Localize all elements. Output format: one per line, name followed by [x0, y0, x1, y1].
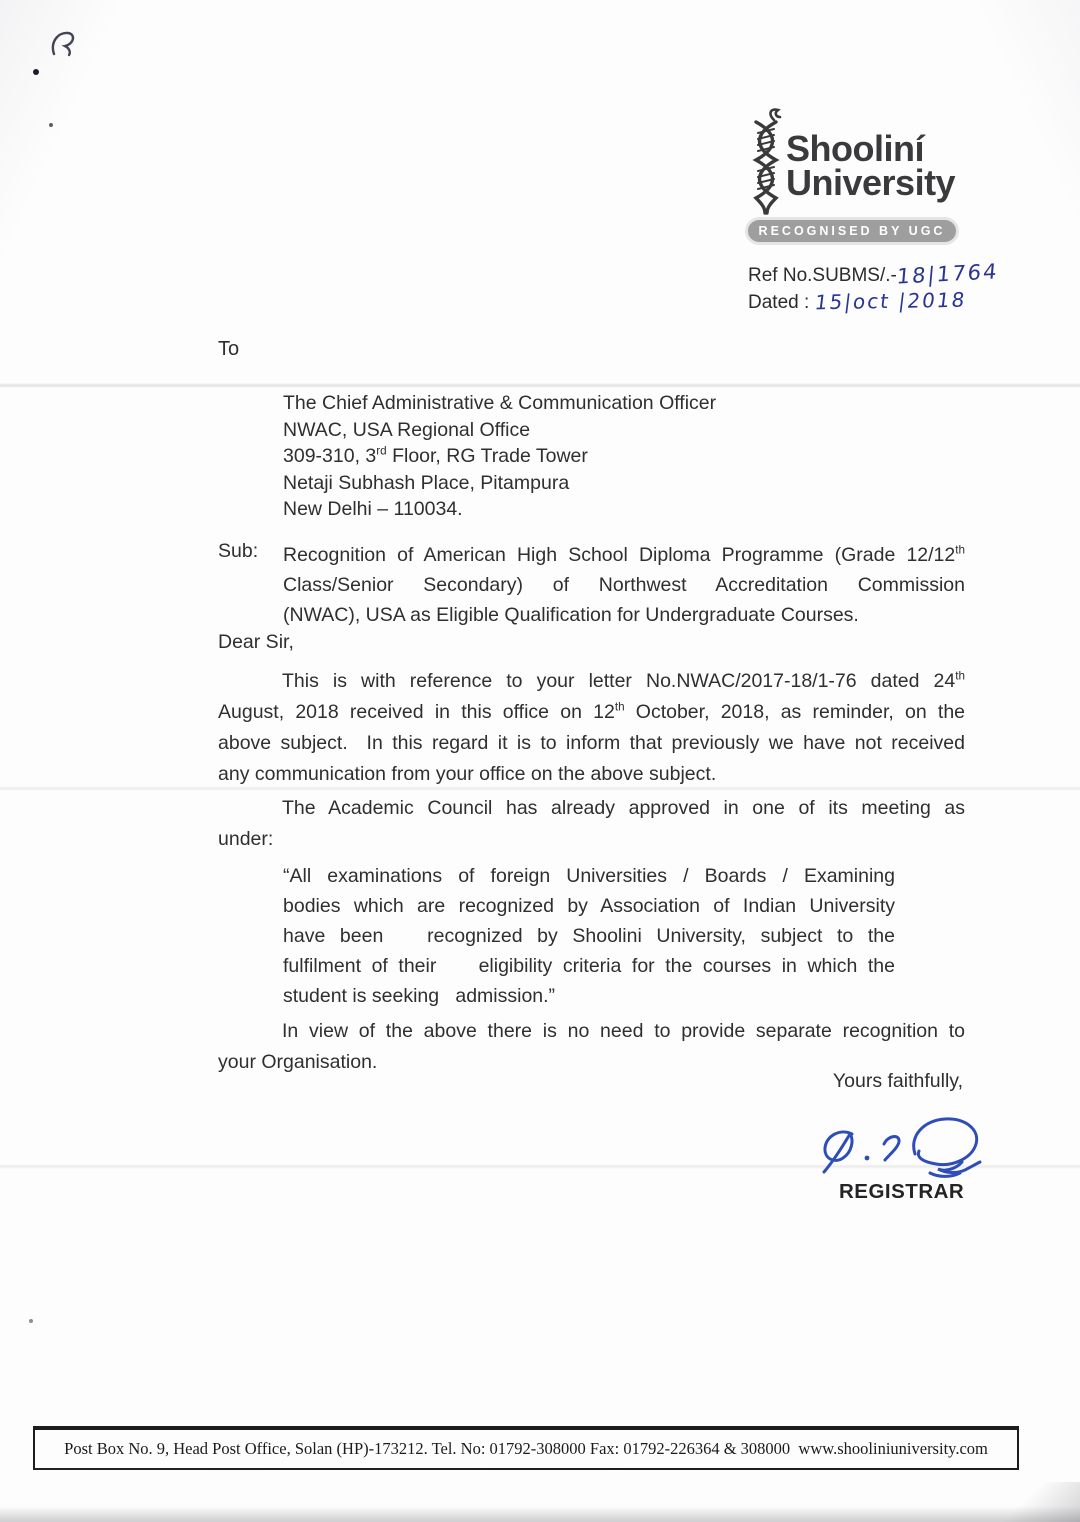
ugc-recognition-badge: RECOGNISED BY UGC	[748, 220, 956, 242]
text-line: The Academic Council has already approved in one of its meeting as	[282, 797, 965, 819]
footer-scan-line	[33, 1468, 653, 1470]
footer-contact-bar	[33, 1426, 1019, 1470]
ink-speck	[29, 1319, 33, 1323]
scan-edge-shadow	[0, 1506, 1080, 1522]
ink-speck	[49, 123, 53, 127]
logo-brand-line1: Shooliní	[786, 128, 924, 169]
body-paragraph-1	[218, 666, 965, 790]
ref-label: Ref No.SUBMS/.-	[748, 265, 897, 286]
text-line: In view of the above there is no need to provide separate recognition to	[282, 1020, 965, 1042]
text-line: any communication from your office on the above subject.	[218, 763, 717, 785]
salutation: Dear Sir,	[218, 631, 294, 653]
text-line: NWAC, USA Regional Office	[283, 418, 531, 441]
body-paragraph-3	[218, 1016, 965, 1078]
text-line: Class/Senior Secondary) of Northwest Accreditation Commission	[283, 574, 965, 596]
ink-speck	[33, 69, 39, 75]
footer-contact-text: Post Box No. 9, Head Post Office, Solan (HP)-173212. Tel. No: 01792-308000 Fax: 01792-226364 & 308000 www.shooliniuniversity.com	[64, 1439, 988, 1458]
text-line: fulfilment of their eligibility criteria for the courses in which the	[283, 955, 895, 977]
dna-helix-icon	[746, 108, 786, 218]
logo-brand-line2: University	[786, 162, 956, 203]
date-handwritten: 15|oct |2018	[812, 287, 968, 315]
text-line: This is with reference to your letter No.NWAC/2017-18/1-76 dated 24th	[282, 669, 965, 692]
logo-wordmark	[786, 128, 956, 203]
text-line: Netaji Subhash Place, Pitampura	[283, 471, 570, 494]
text-line: bodies which are recognized by Association of Indian University	[283, 895, 895, 917]
text-line: Recognition of American High School Diploma Programme (Grade 12/12th	[283, 543, 965, 566]
text-line: “All examinations of foreign Universities / Boards / Examining	[283, 865, 895, 887]
reference-number-line	[748, 259, 1000, 289]
valediction: Yours faithfully,	[832, 1070, 963, 1092]
recipient-address	[283, 390, 716, 523]
text-line: New Delhi – 110034.	[283, 498, 463, 520]
registrar-signature	[812, 1112, 992, 1182]
subject-text	[283, 540, 965, 630]
dated-label: Dated :	[748, 292, 810, 313]
text-line: have been recognized by Shoolini University, subject to the	[283, 925, 895, 947]
handwritten-squiggle-mark	[46, 28, 80, 62]
signatory-title: REGISTRAR	[839, 1180, 965, 1203]
scan-corner-shadow	[990, 1482, 1080, 1522]
text-line: August, 2018 received in this office on 12th October, 2018, as reminder, on the	[218, 700, 966, 723]
text-line: your Organisation.	[218, 1051, 378, 1073]
paper-fold-crease	[0, 383, 1080, 388]
quoted-resolution	[283, 861, 895, 1011]
text-line: 309-310, 3rd Floor, RG Trade Tower	[283, 444, 588, 467]
subject-label: Sub:	[218, 540, 259, 562]
body-paragraph-2	[218, 793, 965, 855]
recipient-to-label: To	[218, 338, 240, 360]
text-line: (NWAC), USA as Eligible Qualification for Undergraduate Courses.	[283, 604, 859, 626]
ref-number-handwritten: 18|1764	[895, 259, 1000, 289]
text-line: The Chief Administrative & Communication Officer	[283, 392, 717, 414]
text-line: under:	[218, 828, 274, 850]
text-line: student is seeking admission.”	[283, 985, 556, 1007]
text-line: above subject. In this regard it is to inform that previously we have not received	[218, 732, 965, 754]
date-line	[748, 289, 966, 314]
